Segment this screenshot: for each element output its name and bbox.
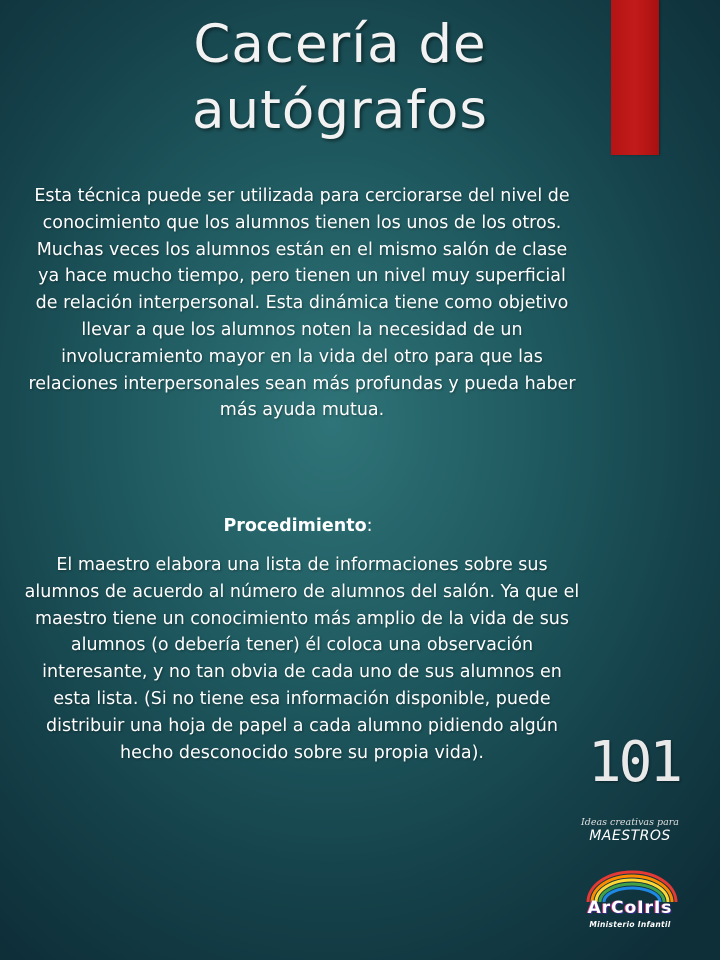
red-accent-bar — [611, 0, 659, 155]
publisher-name: ArCoIrIs — [587, 898, 673, 918]
procedure-heading-colon: : — [366, 516, 373, 536]
page-title — [120, 12, 560, 144]
title-line-1: Cacería de — [193, 14, 487, 75]
logo-ideas-line: Ideas creativas para — [581, 817, 679, 828]
publisher-logo — [574, 868, 686, 932]
publisher-tagline: Ministerio Infantil — [589, 920, 671, 929]
logo-maestros-line: MAESTROS — [589, 828, 671, 844]
logo-101: 101 — [587, 730, 681, 795]
intro-paragraph: Esta técnica puede ser utilizada para cerciorarse del nivel de conocimiento que los alumnos tienen los unos de los otros. Muchas veces los alumnos están en el mismo salón de clase ya hace mucho tiempo, pero tienen un nivel muy superficial de relación interpersonal. Esta dinámica tiene como objetivo llevar a que los alumnos noten la necesidad de un involucramiento mayor en la vida del otro para que las relaciones interpersonales sean más profundas y pueda haber más ayuda mutua. — [28, 186, 576, 421]
procedure-heading — [0, 514, 596, 538]
procedure-paragraph: El maestro elabora una lista de informaciones sobre sus alumnos de acuerdo al número de alumnos del salón. Ya que el maestro tiene un conocimiento más amplio de la vida de sus alumnos (o debería tener) él coloca una observación interesante, y no tan obvia de cada uno de sus alumnos en esta lista. (Si no tiene esa información disponible, puede distribuir una hoja de papel a cada alumno pidiendo algún hecho desconocido sobre su propia vida). — [24, 555, 580, 763]
procedure-heading-label: Procedimiento — [223, 516, 367, 536]
logo-subtitle — [570, 816, 690, 843]
title-line-2: autógrafos — [192, 80, 488, 141]
